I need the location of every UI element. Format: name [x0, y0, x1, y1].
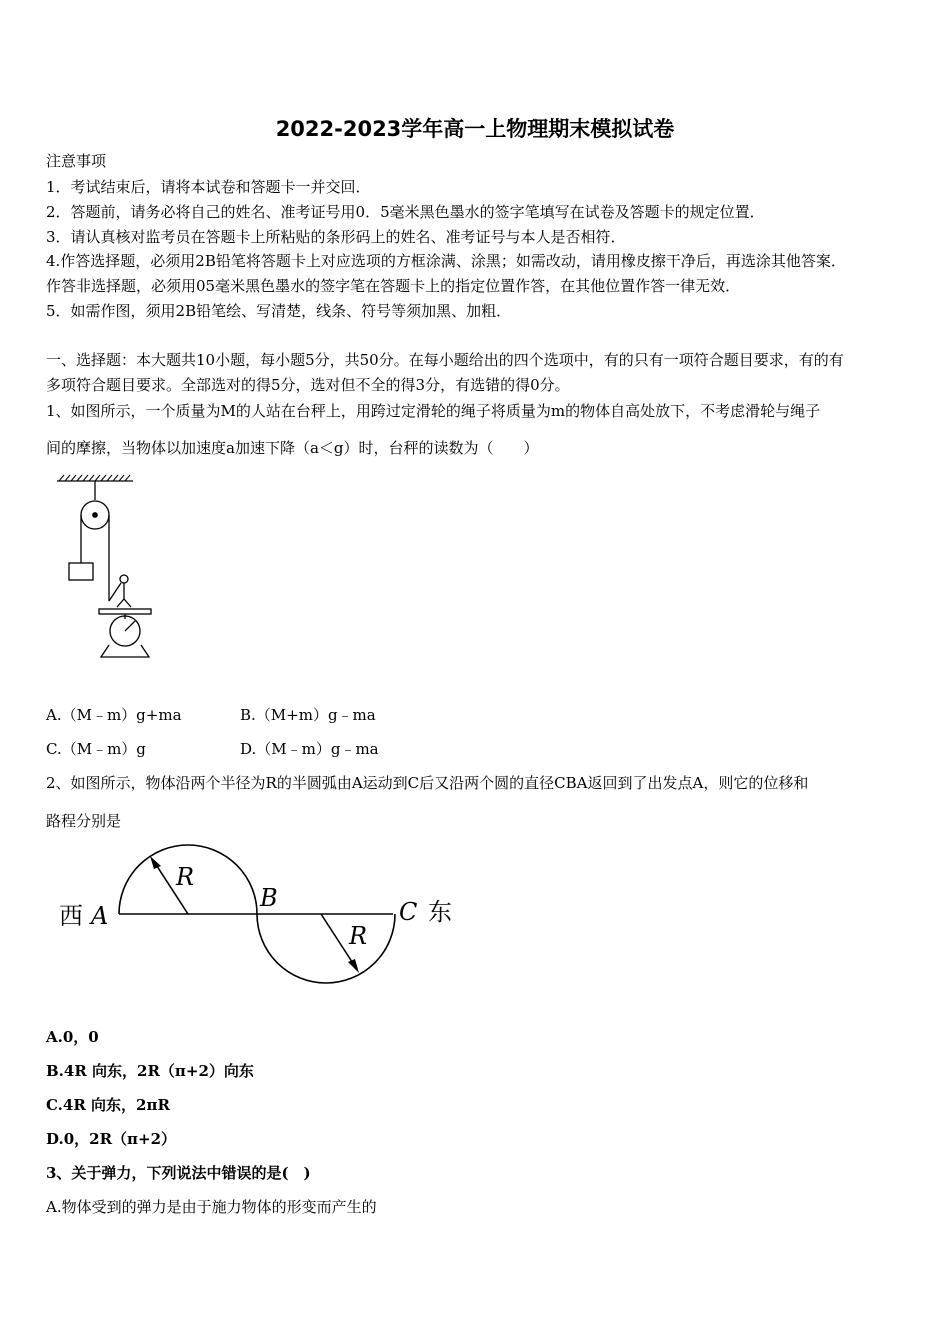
notice-item: 5．如需作图，须用2B铅笔绘、写清楚，线条、符号等须加黑、加粗．: [46, 302, 512, 320]
label-a: A: [91, 902, 109, 930]
label-east: 东: [428, 898, 452, 926]
label-radius-1: R: [176, 863, 195, 891]
q2-option-b: B.4R 向东，2R（π+2）向东: [46, 1062, 254, 1080]
section-instruction: 多项符合题目要求。全部选对的得5分，选对但不全的得3分，有选错的得0分。: [46, 376, 570, 394]
label-west: 西: [59, 902, 83, 930]
notice-heading: 注意事项: [46, 152, 107, 170]
notice-item: 2．答题前，请务必将自己的姓名、准考证号用0．5毫米黑色墨水的签字笔填写在试卷及答题卡的规定位置．: [46, 203, 765, 221]
pulley-scale-diagram: [55, 473, 155, 665]
q2-option-d: D.0，2R（π+2）: [46, 1130, 177, 1148]
page-title: 2022-2023学年高一上物理期末模拟试卷: [275, 117, 675, 141]
label-radius-2: R: [349, 922, 368, 950]
notice-item: 1．考试结束后，请将本试卷和答题卡一并交回．: [46, 178, 371, 196]
semicircle-path-diagram: [55, 840, 465, 990]
question-2-stem: 2、如图所示，物体沿两个半径为R的半圆弧由A运动到C后又沿两个圆的直径CBA返回到了出发点A，则它的位移和: [46, 774, 809, 792]
question-1-stem: 1、如图所示，一个质量为M的人站在台秤上，用跨过定滑轮的绳子将质量为m的物体自高处放下，不考虑滑轮与绳子: [46, 402, 821, 420]
q2-option-a: A.0，0: [46, 1028, 99, 1046]
q3-option-a: A.物体受到的弹力是由于施力物体的形变而产生的: [46, 1198, 377, 1216]
q1-option-c: C.（M﹣m）g: [46, 740, 146, 758]
q2-option-c: C.4R 向东，2πR: [46, 1096, 170, 1114]
question-2-stem: 路程分别是: [46, 812, 122, 830]
q1-option-b: B.（M+m）g﹣ma: [240, 706, 376, 724]
label-c: C: [399, 898, 418, 926]
label-b: B: [260, 884, 278, 912]
notice-item: 3．请认真核对监考员在答题卡上所粘贴的条形码上的姓名、准考证号与本人是否相符．: [46, 228, 626, 246]
arrowhead-icon: [150, 856, 161, 869]
question-3-stem: 3、关于弹力，下列说法中错误的是( ): [46, 1164, 311, 1182]
notice-item: 作答非选择题，必须用05毫米黑色墨水的签字笔在答题卡上的指定位置作答，在其他位置作答一律无效．: [46, 277, 741, 295]
q1-option-d: D.（M﹣m）g﹣ma: [240, 740, 379, 758]
question-1-stem: 间的摩擦，当物体以加速度a加速下降（a＜g）时，台秤的读数为（ ）: [46, 439, 539, 457]
notice-item: 4.作答选择题，必须用2B铅笔将答题卡上对应选项的方框涂满、涂黑；如需改动，请用橡皮擦干净后，再选涂其他答案．: [46, 252, 846, 270]
q1-option-a: A.（M﹣m）g+ma: [46, 706, 182, 724]
arrowhead-icon: [348, 959, 359, 973]
section-instruction: 一、选择题：本大题共10小题，每小题5分，共50分。在每小题给出的四个选项中，有的只有一项符合题目要求，有的有: [46, 351, 844, 369]
